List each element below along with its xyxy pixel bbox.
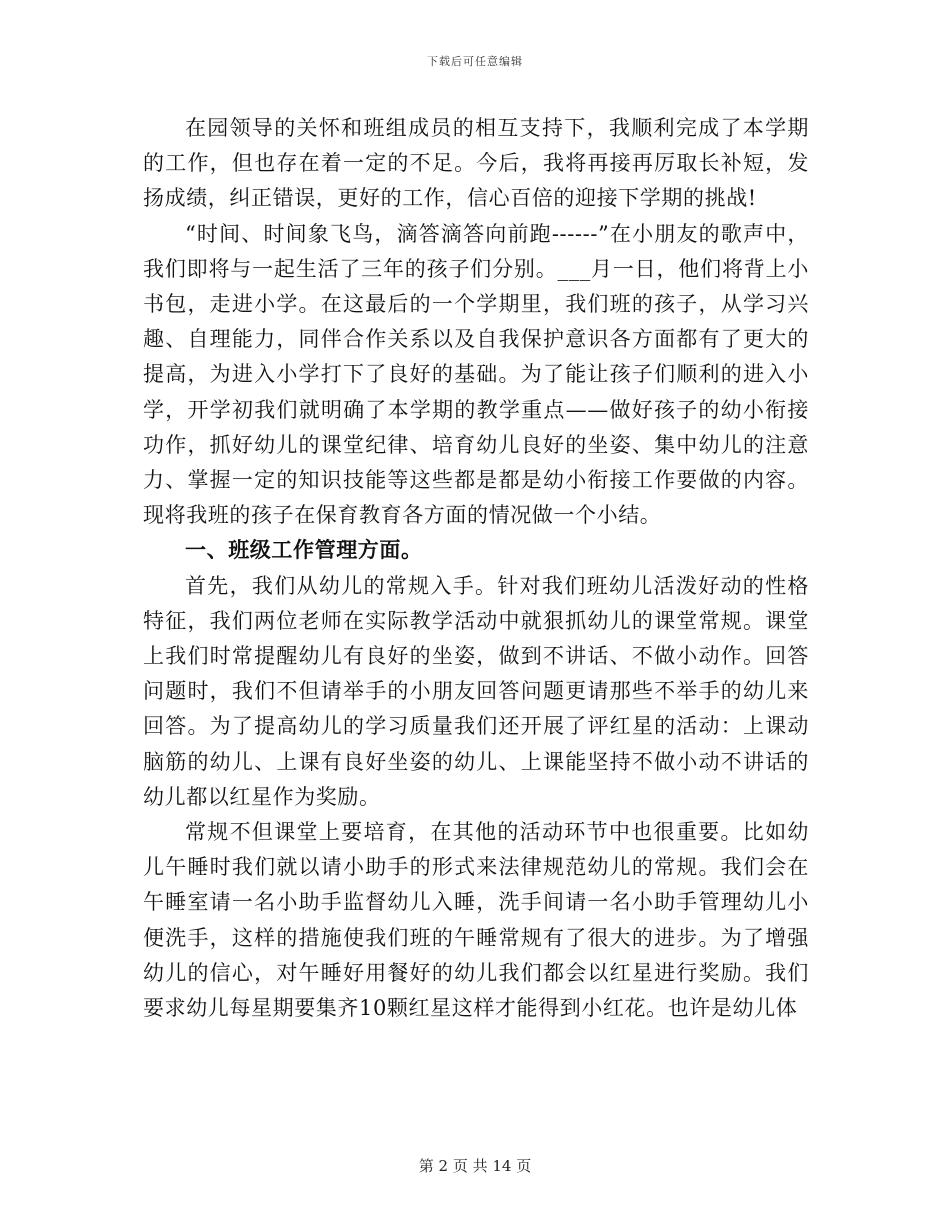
section-heading-class-management: 一、班级工作管理方面。	[185, 538, 423, 563]
page-header: 下载后可任意编辑	[427, 55, 523, 68]
paragraph-overview: “时间、时间象飞鸟，滴答滴答向前跑------”在小朋友的歌声中，我们即将与一起生活了三年的孩子们分别。___月一日，他们将背上小书包，走进小学。在这最后的一个学期里，我们班的孩子，从学习兴趣、自理能力，同伴合作关系以及自我保护意识各方面都有了更大的提高，为进入小学打下了良好的基础。为了能让孩子们顺利的进入小学，开学初我们就明确了本学期的教学重点——做好孩子的幼小衔接功作，抓好幼儿的课堂纪律、培育幼儿良好的坐姿、集中幼儿的注意力、掌握一定的知识技能等这些都是都是幼小衔接工作要做的内容。现将我班的孩子在保育教育各方面的情况做一个小结。	[143, 221, 809, 528]
paragraph-routine-other: 常规不但课堂上要培育，在其他的活动环节中也很重要。比如幼儿午睡时我们就以请小助手的形式来法律规范幼儿的常规。我们会在午睡室请一名小助手监督幼儿入睡，洗手间请一名小助手管理幼儿小便洗手，这样的措施使我们班的午睡常规有了很大的进步。为了增强幼儿的信心，对午睡好用餐好的幼儿我们都会以红星进行奖励。我们要求幼儿每星期要集齐10颗红星这样才能得到小红花。也许是幼儿体	[143, 820, 809, 1021]
paragraph-routine-classroom: 首先，我们从幼儿的常规入手。针对我们班幼儿活泼好动的性格特征，我们两位老师在实际教学活动中就狠抓幼儿的课堂常规。课堂上我们时常提醒幼儿有良好的坐姿，做到不讲话、不做小动作。回答问题时，我们不但请举手的小朋友回答问题更请那些不举手的幼儿来回答。为了提高幼儿的学习质量我们还开展了评红星的活动：上课动脑筋的幼儿、上课有良好坐姿的幼儿、上课能坚持不做小动不讲话的幼儿都以红星作为奖励。	[143, 573, 809, 809]
document-body	[143, 111, 809, 1026]
paragraph-intro: 在园领导的关怀和班组成员的相互支持下，我顺利完成了本学期的工作，但也存在着一定的不足。今后，我将再接再厉取长补短，发扬成绩，纠正错误，更好的工作，信心百倍的迎接下学期的挑战!	[143, 116, 809, 211]
page-footer: 第 2 页 共 14 页	[418, 1157, 532, 1175]
